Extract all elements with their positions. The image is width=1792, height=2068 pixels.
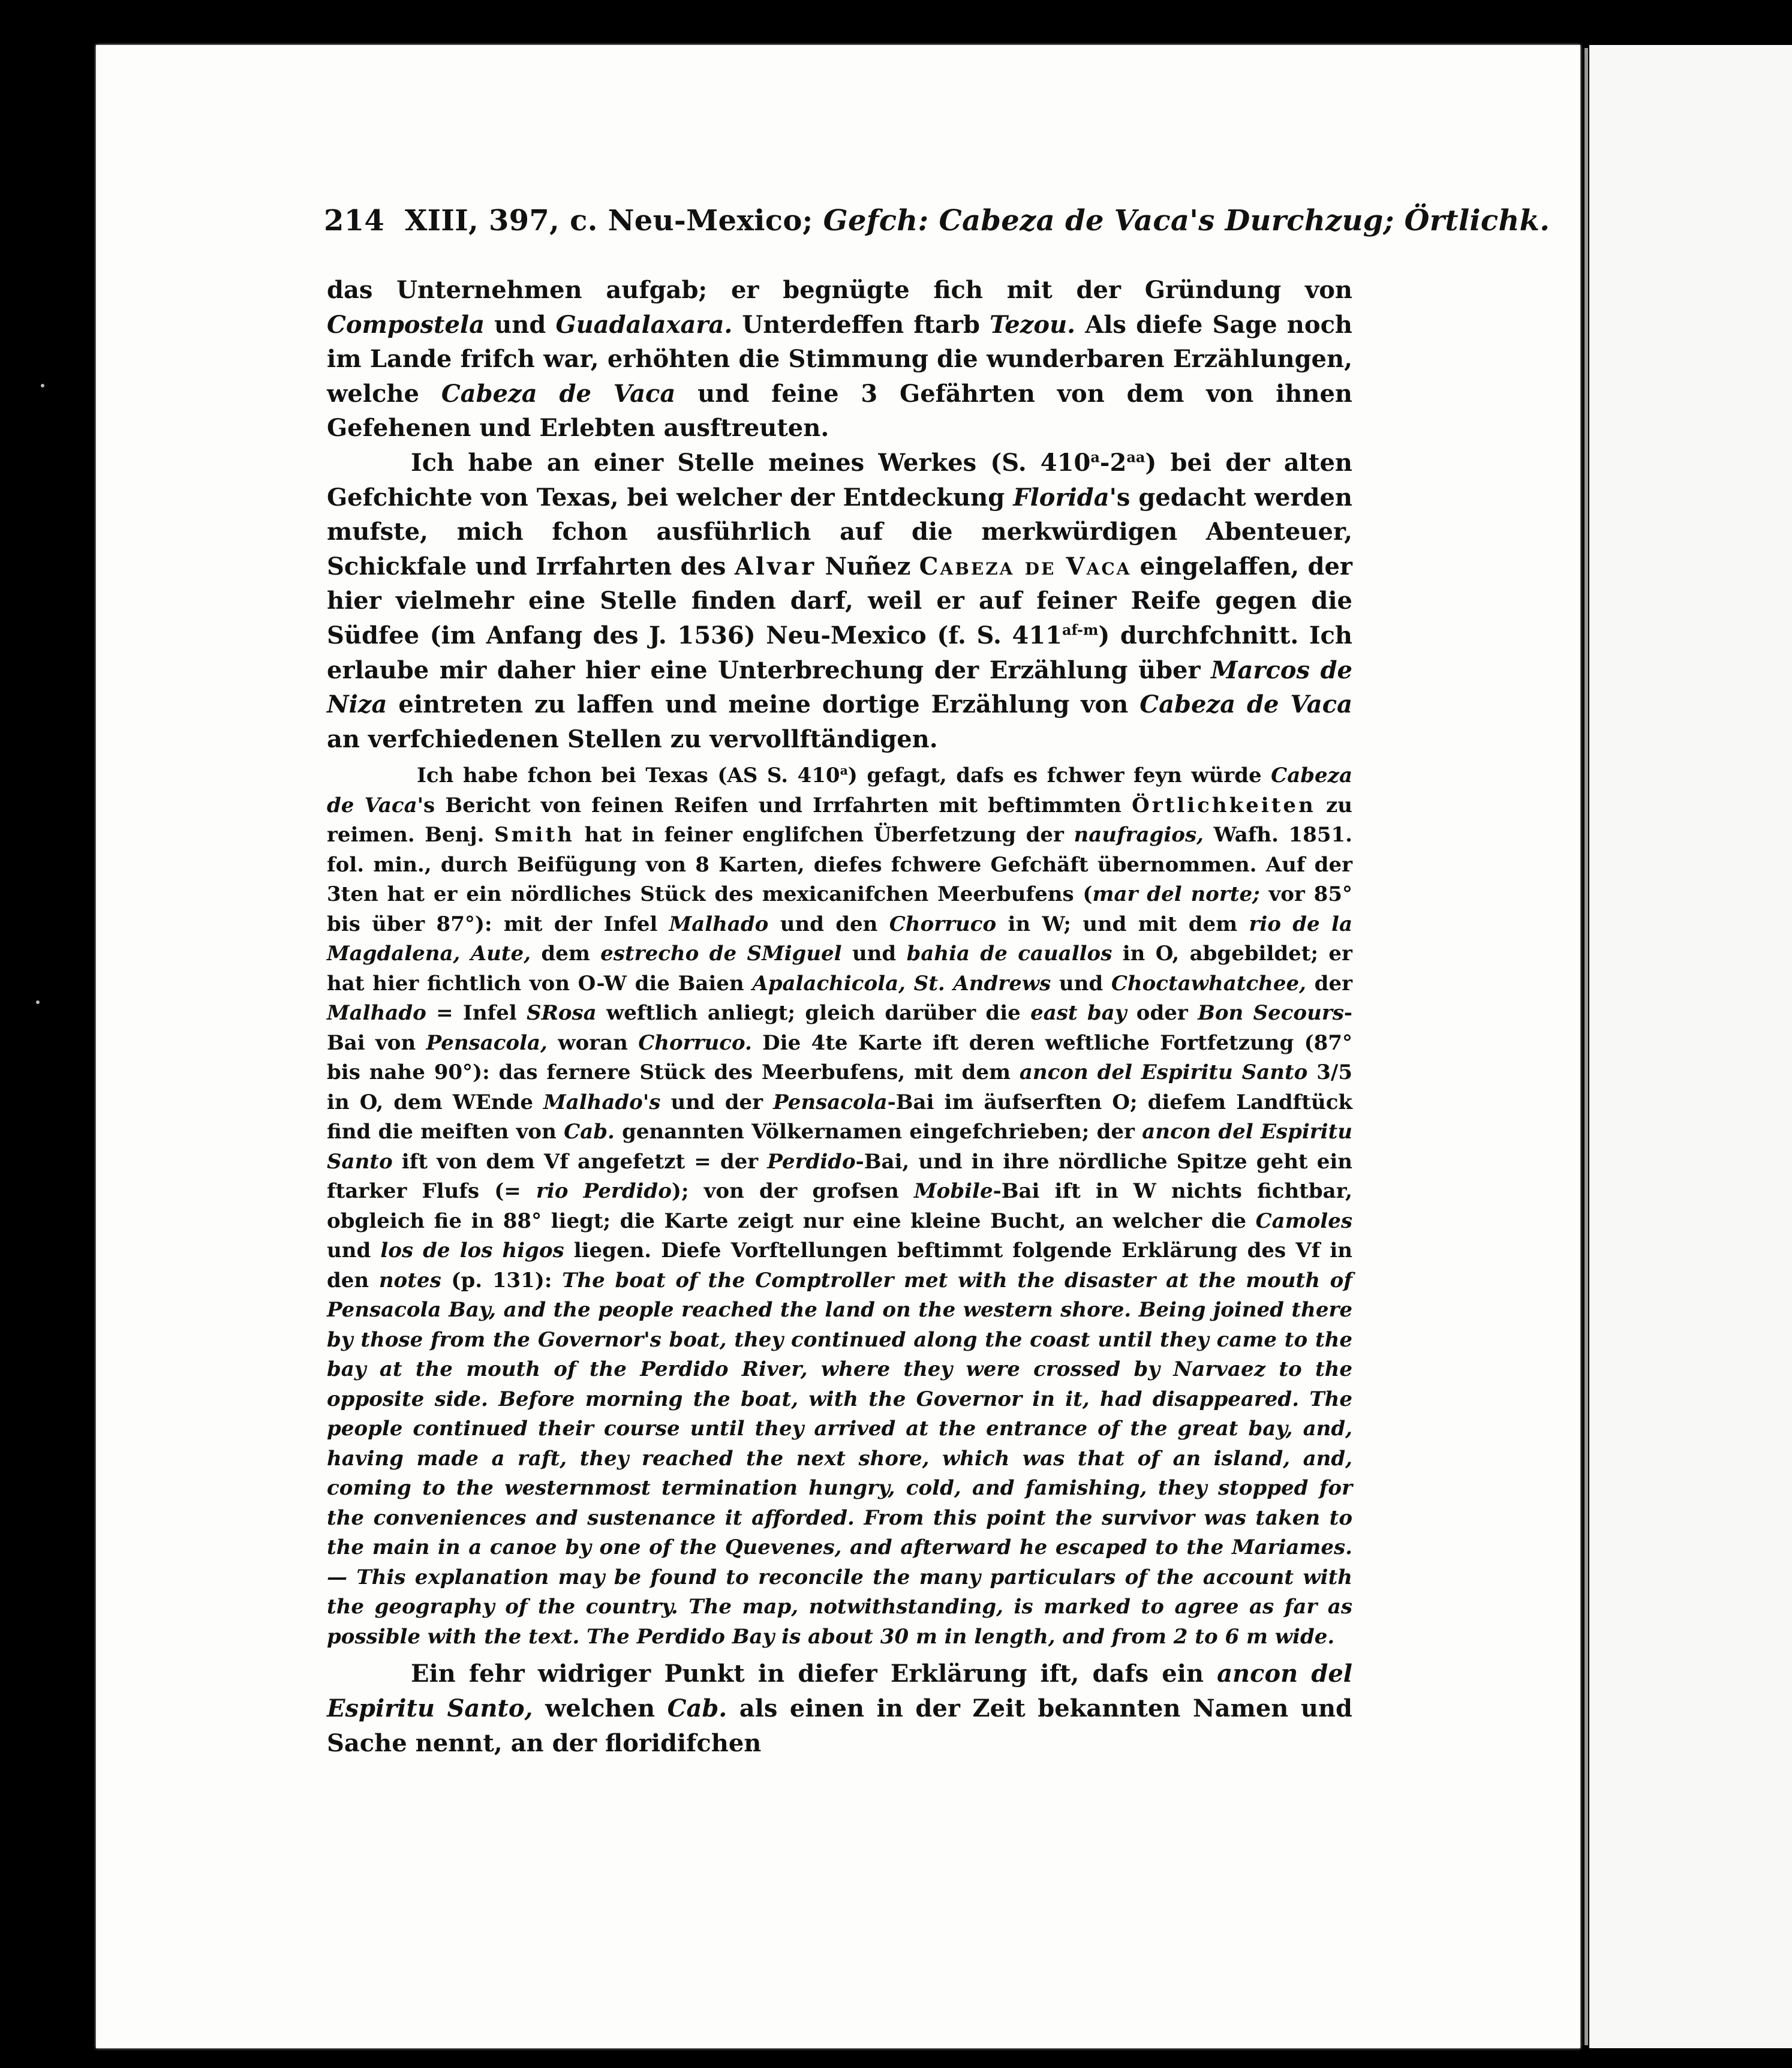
text-run: Wafh. 1851. fol. min., durch Beifügung von 8 Karten, diefes fchwere Gefchäft übernommen. Auf der 3ten hat er ein nördliches Stück des mexicanifchen Meerbufens (	[327, 823, 1352, 907]
italic-run: Cabeza de Vaca	[327, 764, 1352, 817]
italic-run: Camoles	[1255, 1209, 1352, 1233]
spaced-run: Örtlichkeiten	[1132, 793, 1316, 817]
text-run: ) gefagt, dafs es fchwer feyn würde	[847, 764, 1271, 788]
italic-run: Cab.	[667, 1694, 727, 1723]
italic-run: Compostela	[327, 310, 485, 339]
text-run: Nuñez	[816, 552, 919, 581]
text-run: in W; und mit dem	[996, 912, 1249, 936]
superscript: af-m	[1062, 621, 1099, 639]
italic-run: mar del norte;	[1092, 882, 1260, 907]
adjacent-page-edge	[1589, 45, 1792, 2048]
text-run: ift von dem Vf angefetzt = der	[392, 1149, 768, 1174]
text-run: woran	[547, 1030, 639, 1055]
text-run: (p. 131):	[441, 1268, 563, 1292]
text-run: ) bei der alten Gefchichte von Texas, bei welcher der Entdeckung	[327, 448, 1352, 512]
italic-run: Mobile	[914, 1179, 993, 1204]
italic-run: Chorruco.	[638, 1030, 752, 1055]
italic-run: Malhado's	[543, 1090, 661, 1114]
text-run: an verfchiedenen Stellen zu vervollftändigen.	[327, 725, 938, 753]
italic-run: Cabeza de Vaca	[1139, 690, 1352, 719]
text-run: und feine 3 Gefährten von dem von ihnen Gefehenen und Erlebten ausftreuten.	[327, 379, 1353, 443]
italic-run: Perdido	[767, 1149, 856, 1174]
text-run: und	[841, 942, 907, 966]
spaced-run: Smith	[494, 823, 575, 847]
text-run: -Bai, und in ihre nördliche Spitze geht ein ftarker Flufs (	[327, 1149, 1352, 1204]
text-run: Ich habe an einer Stelle meines Werkes (S. 410	[411, 448, 1091, 477]
italic-run: estrecho de SMiguel	[600, 942, 842, 966]
text-run: -Bai ift in W nichts fichtbar, obgleich fie in 88° liegt; die Karte zeigt nur eine kleine Bucht, an welcher die	[327, 1179, 1352, 1233]
italic-run: bahia de cauallos	[906, 942, 1113, 966]
scan-speck	[41, 384, 44, 387]
page-fold-shadow	[1584, 48, 1588, 2045]
text-run: und der	[660, 1090, 774, 1114]
superscript: a	[840, 763, 848, 778]
italic-run: Chorruco	[889, 912, 997, 936]
text-run: Ein fehr widriger Punkt in diefer Erklärung ift, dafs ein	[411, 1660, 1217, 1688]
text-run: genannten Völkernamen eingefchrieben; der	[614, 1120, 1142, 1144]
text-run: 3/5 in O, dem WEnde	[327, 1060, 1352, 1114]
text-run: eintreten zu laffen und meine dortige Erzählung von	[387, 690, 1140, 719]
text-run: Ich habe fchon bei Texas (AS S. 410	[417, 764, 840, 788]
italic-run: Florida	[1013, 483, 1110, 512]
text-run: -Bai im äufserften O; diefem Landftück find die meiften von	[327, 1090, 1352, 1144]
italic-run: naufragios,	[1074, 823, 1204, 847]
italic-run: ancon del Espiritu Santo,	[327, 1660, 1352, 1723]
small-caps-run: Cabeza de Vaca	[919, 552, 1132, 581]
text-run: 's Bericht von feinen Reifen und Irrfahrten mit beftimmten	[417, 793, 1132, 817]
running-head	[324, 204, 1550, 238]
superscript: aa	[1126, 448, 1145, 466]
italic-run: Cab.	[564, 1120, 615, 1144]
text-run: hat in feiner englifchen Überfetzung der	[574, 823, 1074, 847]
italic-run: Choctawhatchee,	[1111, 971, 1306, 996]
text-run: Unterdeffen ftarb	[732, 310, 990, 339]
paragraph-3	[327, 761, 1352, 1652]
italic-run: Tezou.	[990, 310, 1076, 339]
page-number: 214	[324, 204, 385, 238]
scan-speck	[36, 1000, 40, 1004]
text-run: in O, abgebildet; er hat hier fichtlich von O-W die Baien	[327, 942, 1352, 996]
paragraph-2	[327, 446, 1352, 756]
italic-run: rio de la Magdalena, Aute,	[327, 912, 1352, 966]
italic-run: Malhado	[669, 912, 769, 936]
italic-run: Pensacola	[773, 1090, 888, 1114]
text-run: vor 85° bis über 87°): mit der Infel	[327, 882, 1352, 936]
italic-run: ancon del Espiritu Santo	[1019, 1060, 1308, 1085]
italic-run: Malhado	[327, 1001, 426, 1026]
spaced-run: Alvar	[734, 552, 817, 581]
text-run: der	[1306, 971, 1353, 996]
page-topic: Gefch: Cabeza de Vaca's Durchzug; Örtlichk.	[823, 204, 1550, 238]
italic-run: los de los higos	[380, 1239, 564, 1263]
text-run: -2	[1099, 448, 1127, 477]
text-run: und	[327, 1239, 381, 1263]
text-run: dem	[531, 942, 601, 966]
italic-run: Cabeza de Vaca	[441, 379, 676, 408]
text-run: und den	[768, 912, 889, 936]
text-run: ); von der grofsen	[671, 1179, 915, 1204]
text-run: das Unternehmen aufgab; er begnügte fich mit der Gründung von	[327, 276, 1352, 304]
text-run: als einen in der Zeit bekannten Namen und Sache nennt, an der floridifchen	[327, 1694, 1352, 1757]
text-run: oder	[1126, 1001, 1198, 1026]
text-run: Als diefe Sage noch im Lande frifch war, erhöhten die Stimmung die wunderbaren Erzählungen, welche	[327, 310, 1353, 408]
text-run: weftlich anliegt; gleich darüber die	[596, 1001, 1031, 1026]
text-run: eingelaffen, der hier vielmehr eine Stelle finden darf, weil er auf feiner Reife gegen die Südfee (im Anfang des J. 1536) Neu-Mexico (f. S. 411	[327, 552, 1352, 650]
paragraph-1	[327, 273, 1352, 446]
text-run: -Bai von	[327, 1001, 1353, 1055]
paragraph-4	[327, 1657, 1352, 1760]
italic-run: notes	[378, 1268, 441, 1292]
text-run: zu reimen. Benj.	[327, 793, 1352, 847]
italic-run: Marcos de Niza	[327, 656, 1352, 719]
text-run: 's gedacht werden mufste, mich fchon ausführlich auf die merkwürdigen Abenteuer, Schickfale und Irrfahrten des	[327, 483, 1353, 581]
italic-run: Bon Secours	[1198, 1001, 1344, 1026]
text-run: welchen	[533, 1694, 668, 1723]
italic-run: Pensacola,	[426, 1030, 548, 1055]
text-run: ) durchfchnitt. Ich erlaube mir daher hier eine Unterbrechung der Erzählung über	[327, 621, 1352, 684]
body-text	[327, 273, 1352, 1760]
text-run: Die 4te Karte ift deren weftliche Fortfetzung (87° bis nahe 90°): das fernere Stück des Meerbufens, mit dem	[327, 1030, 1352, 1085]
italic-run: = rio Perdido	[504, 1179, 672, 1204]
italic-run: east bay	[1030, 1001, 1127, 1026]
text-run: = Infel	[426, 1001, 527, 1026]
superscript: a	[1090, 448, 1100, 466]
italic-run: SRosa	[527, 1001, 597, 1026]
italic-run: ancon del Espiritu Santo	[327, 1120, 1352, 1174]
italic-run: Apalachicola, St. Andrews	[752, 971, 1051, 996]
italic-run: Guadalaxara.	[555, 310, 733, 339]
text-run: liegen. Diefe Vorftellungen beftimmt folgende Erklärung des Vf in den	[327, 1239, 1352, 1292]
section-reference: XIII, 397, c. Neu-Mexico;	[405, 204, 813, 238]
text-run: und	[1051, 971, 1111, 996]
text-run: und	[485, 310, 556, 339]
english-quotation: The boat of the Comptroller met with the disaster at the mouth of Pensacola Bay, and the people reached the land on the western shore. Being joined there by those from the Governor's boat, they continued along the coast until they came to the bay at the mouth of the Perdido River, where they were crossed by Narvaez to the opposite side. Before morning the boat, with the Governor in it, had disappeared. The people continued their course until they arrived at the entrance of the great bay, and, having made a raft, they reached the next shore, which was that of an island, and, coming to the westernmost termination hungry, cold, and famishing, they stopped for the conveniences and sustenance it afforded. From this point the survivor was taken to the main in a canoe by one of the Quevenes, and afterward he escaped to the Mariames. — This explanation may be found to reconcile the many particulars of the account with the geography of the country. The map, notwithstanding, is marked to agree as far as possible with the text. The Perdido Bay is about 30 m in length, and from 2 to 6 m wide.	[327, 1268, 1352, 1649]
